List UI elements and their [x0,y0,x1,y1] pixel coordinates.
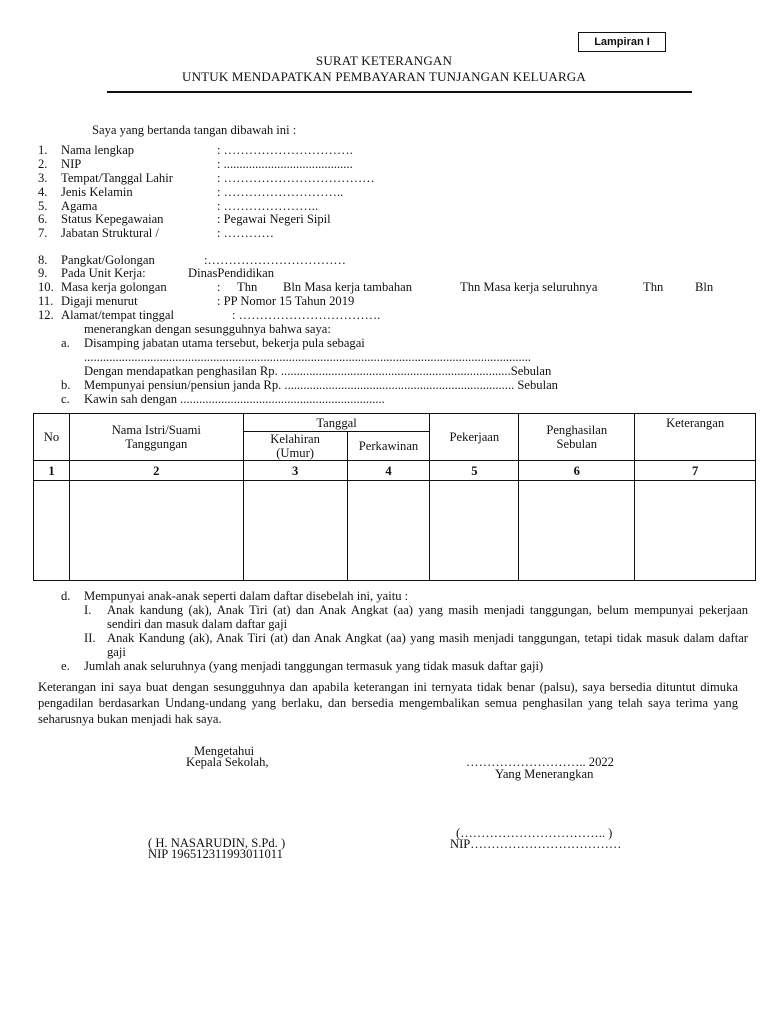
field-num-4: 4. [38,185,48,199]
field-num-10: 10. [38,280,54,294]
field-num-1: 1. [38,143,48,157]
header-keterangan: Keterangan [635,414,756,461]
yang-menerangkan-text: Yang Menerangkan [495,767,594,781]
header-nama: Nama Istri/Suami Tanggungan [69,414,243,461]
item-d-text: Mempunyai anak-anak seperti dalam daftar disebelah ini, yaitu : [84,589,409,603]
field-label-4: Jenis Kelamin [61,185,133,199]
field-label-3: Tempat/Tanggal Lahir [61,171,173,185]
principal-nip: NIP 196512311993011011 [148,847,283,861]
field-num-6: 6. [38,212,48,226]
menerangkan-text: menerangkan dengan sesungguhnya bahwa saya: [84,322,331,336]
item-c-letter: c. [61,392,70,406]
col-number: 6 [519,461,635,481]
signer-nip-blank: NIP……………………………… [450,837,622,851]
field-masa-tambahan: Bln Masa kerja tambahan [283,280,413,294]
field-num-5: 5. [38,199,48,213]
header-perkawinan: Perkawinan [347,432,430,461]
field-num-7: 7. [38,226,48,240]
field-value-2: : ......................................... [217,157,353,171]
item-b-text: Mempunyai pensiun/pensiun janda Rp. ......................................................................... Sebulan [84,378,558,392]
field-num-12: 12. [38,308,54,322]
item-d-i-num: I. [84,603,92,617]
field-label-2: NIP [61,157,82,171]
field-value-7: : ………… [217,226,275,240]
field-label-5: Agama [61,199,98,213]
field-label-1: Nama lengkap [61,143,135,157]
signer-name-blank: (…………………………….. ) [456,826,613,840]
header-no: No [34,414,70,461]
item-d-letter: d. [61,589,71,603]
doc-subtitle: UNTUK MENDAPATKAN PEMBAYARAN TUNJANGAN KELUARGA [181,69,586,84]
intro-text: Saya yang bertanda tangan dibawah ini : [92,123,297,137]
item-a-dots: .............................................................................................................................................. [84,350,532,364]
col-number: 5 [430,461,519,481]
field-num-8: 8. [38,253,48,267]
closing-statement: Keterangan ini saya buat dengan sesungguhnya dan apabila keterangan ini ternyata tidak benar (palsu), saya bersedia dituntut dimuka pengadilan berdasarkan Undang-undang yang berlaku, dan bersedia mengembalikan semua penghasilan yang telah saya terima yang seharusnya bukan menjadi hak saya. [38,680,738,726]
field-value-11: : PP Nomor 15 Tahun 2019 [217,294,355,308]
table-cell [519,481,635,581]
header-tanggal: Tanggal [243,414,430,432]
field-label-8: Pangkat/Golongan [61,253,155,267]
field-value-5: : ………………….. [217,199,319,213]
col-number: 3 [243,461,347,481]
mengetahui-text: Mengetahui [194,744,255,758]
field-label-11: Digaji menurut [61,294,138,308]
field-masa-seluruhnya: Thn Masa kerja seluruhnya [460,280,598,294]
col-number: 1 [34,461,70,481]
header-penghasilan: Penghasilan Sebulan [519,414,635,461]
field-value-3: : ……………………………… [217,171,375,185]
field-label-6: Status Kepegawaian [61,212,164,226]
table-cell [347,481,430,581]
item-d-ii-text: Anak Kandung (ak), Anak Tiri (at) dan Anak Angkat (aa) yang masih menjadi tanggungan, tetapi tidak masuk dalam daftar gaji [107,631,748,659]
field-value-12: : ……………………………. [232,308,381,322]
field-bln2-10: Bln [695,280,714,294]
item-b-letter: b. [61,378,71,392]
field-label-10: Masa kerja golongan [61,280,167,294]
kepala-sekolah-text: Kepala Sekolah, [186,755,269,769]
item-c-text: Kawin sah dengan ................................................................. [84,392,385,406]
col-number: 4 [347,461,430,481]
field-value-4: : ……………………….. [217,185,344,199]
doc-title: SURAT KETERANGAN [315,53,453,68]
field-thn2-10: Thn [643,280,664,294]
field-thn-10: Thn [237,280,258,294]
title-underline [107,91,692,93]
item-a-income: Dengan mendapatkan penghasilan Rp. .........................................................................Sebulan [84,364,552,378]
field-num-2: 2. [38,157,48,171]
table-cell [635,481,756,581]
item-e-text: Jumlah anak seluruhnya (yang menjadi tanggungan termasuk yang tidak masuk daftar gaji) [84,659,544,673]
field-num-9: 9. [38,266,48,280]
lampiran-label: Lampiran I [578,32,666,52]
field-value-6: : Pegawai Negeri Sipil [217,212,331,226]
field-label-7: Jabatan Struktural / [61,226,159,240]
col-number: 2 [69,461,243,481]
col-number: 7 [635,461,756,481]
principal-name: ( H. NASARUDIN, S.Pd. ) [148,836,286,850]
signature-date: ……………………….. 2022 [466,755,614,769]
field-value-8: :…………………………… [204,253,347,267]
table-cell [34,481,70,581]
item-a-text: Disamping jabatan utama tersebut, bekerja pula sebagai [84,336,365,350]
header-kelahiran: Kelahiran (Umur) [243,432,347,461]
tanggungan-table [33,413,756,581]
table-cell [430,481,519,581]
field-value-9: DinasPendidikan [188,266,275,280]
field-num-3: 3. [38,171,48,185]
item-e-letter: e. [61,659,70,673]
table-cell [69,481,243,581]
field-num-11: 11. [38,294,54,308]
field-label-9: Pada Unit Kerja: [61,266,146,280]
field-colon-10: : [217,280,221,294]
header-pekerjaan: Pekerjaan [430,414,519,461]
item-a-letter: a. [61,336,70,350]
item-d-i-text: Anak kandung (ak), Anak Tiri (at) dan Anak Angkat (aa) yang masih menjadi tanggungan, belum mempunyai pekerjaan sendiri dan masuk dalam daftar gaji [107,603,748,631]
field-label-12: Alamat/tempat tinggal [61,308,174,322]
item-d-ii-num: II. [84,631,96,645]
table-cell [243,481,347,581]
field-value-1: : …………………………. [217,143,353,157]
